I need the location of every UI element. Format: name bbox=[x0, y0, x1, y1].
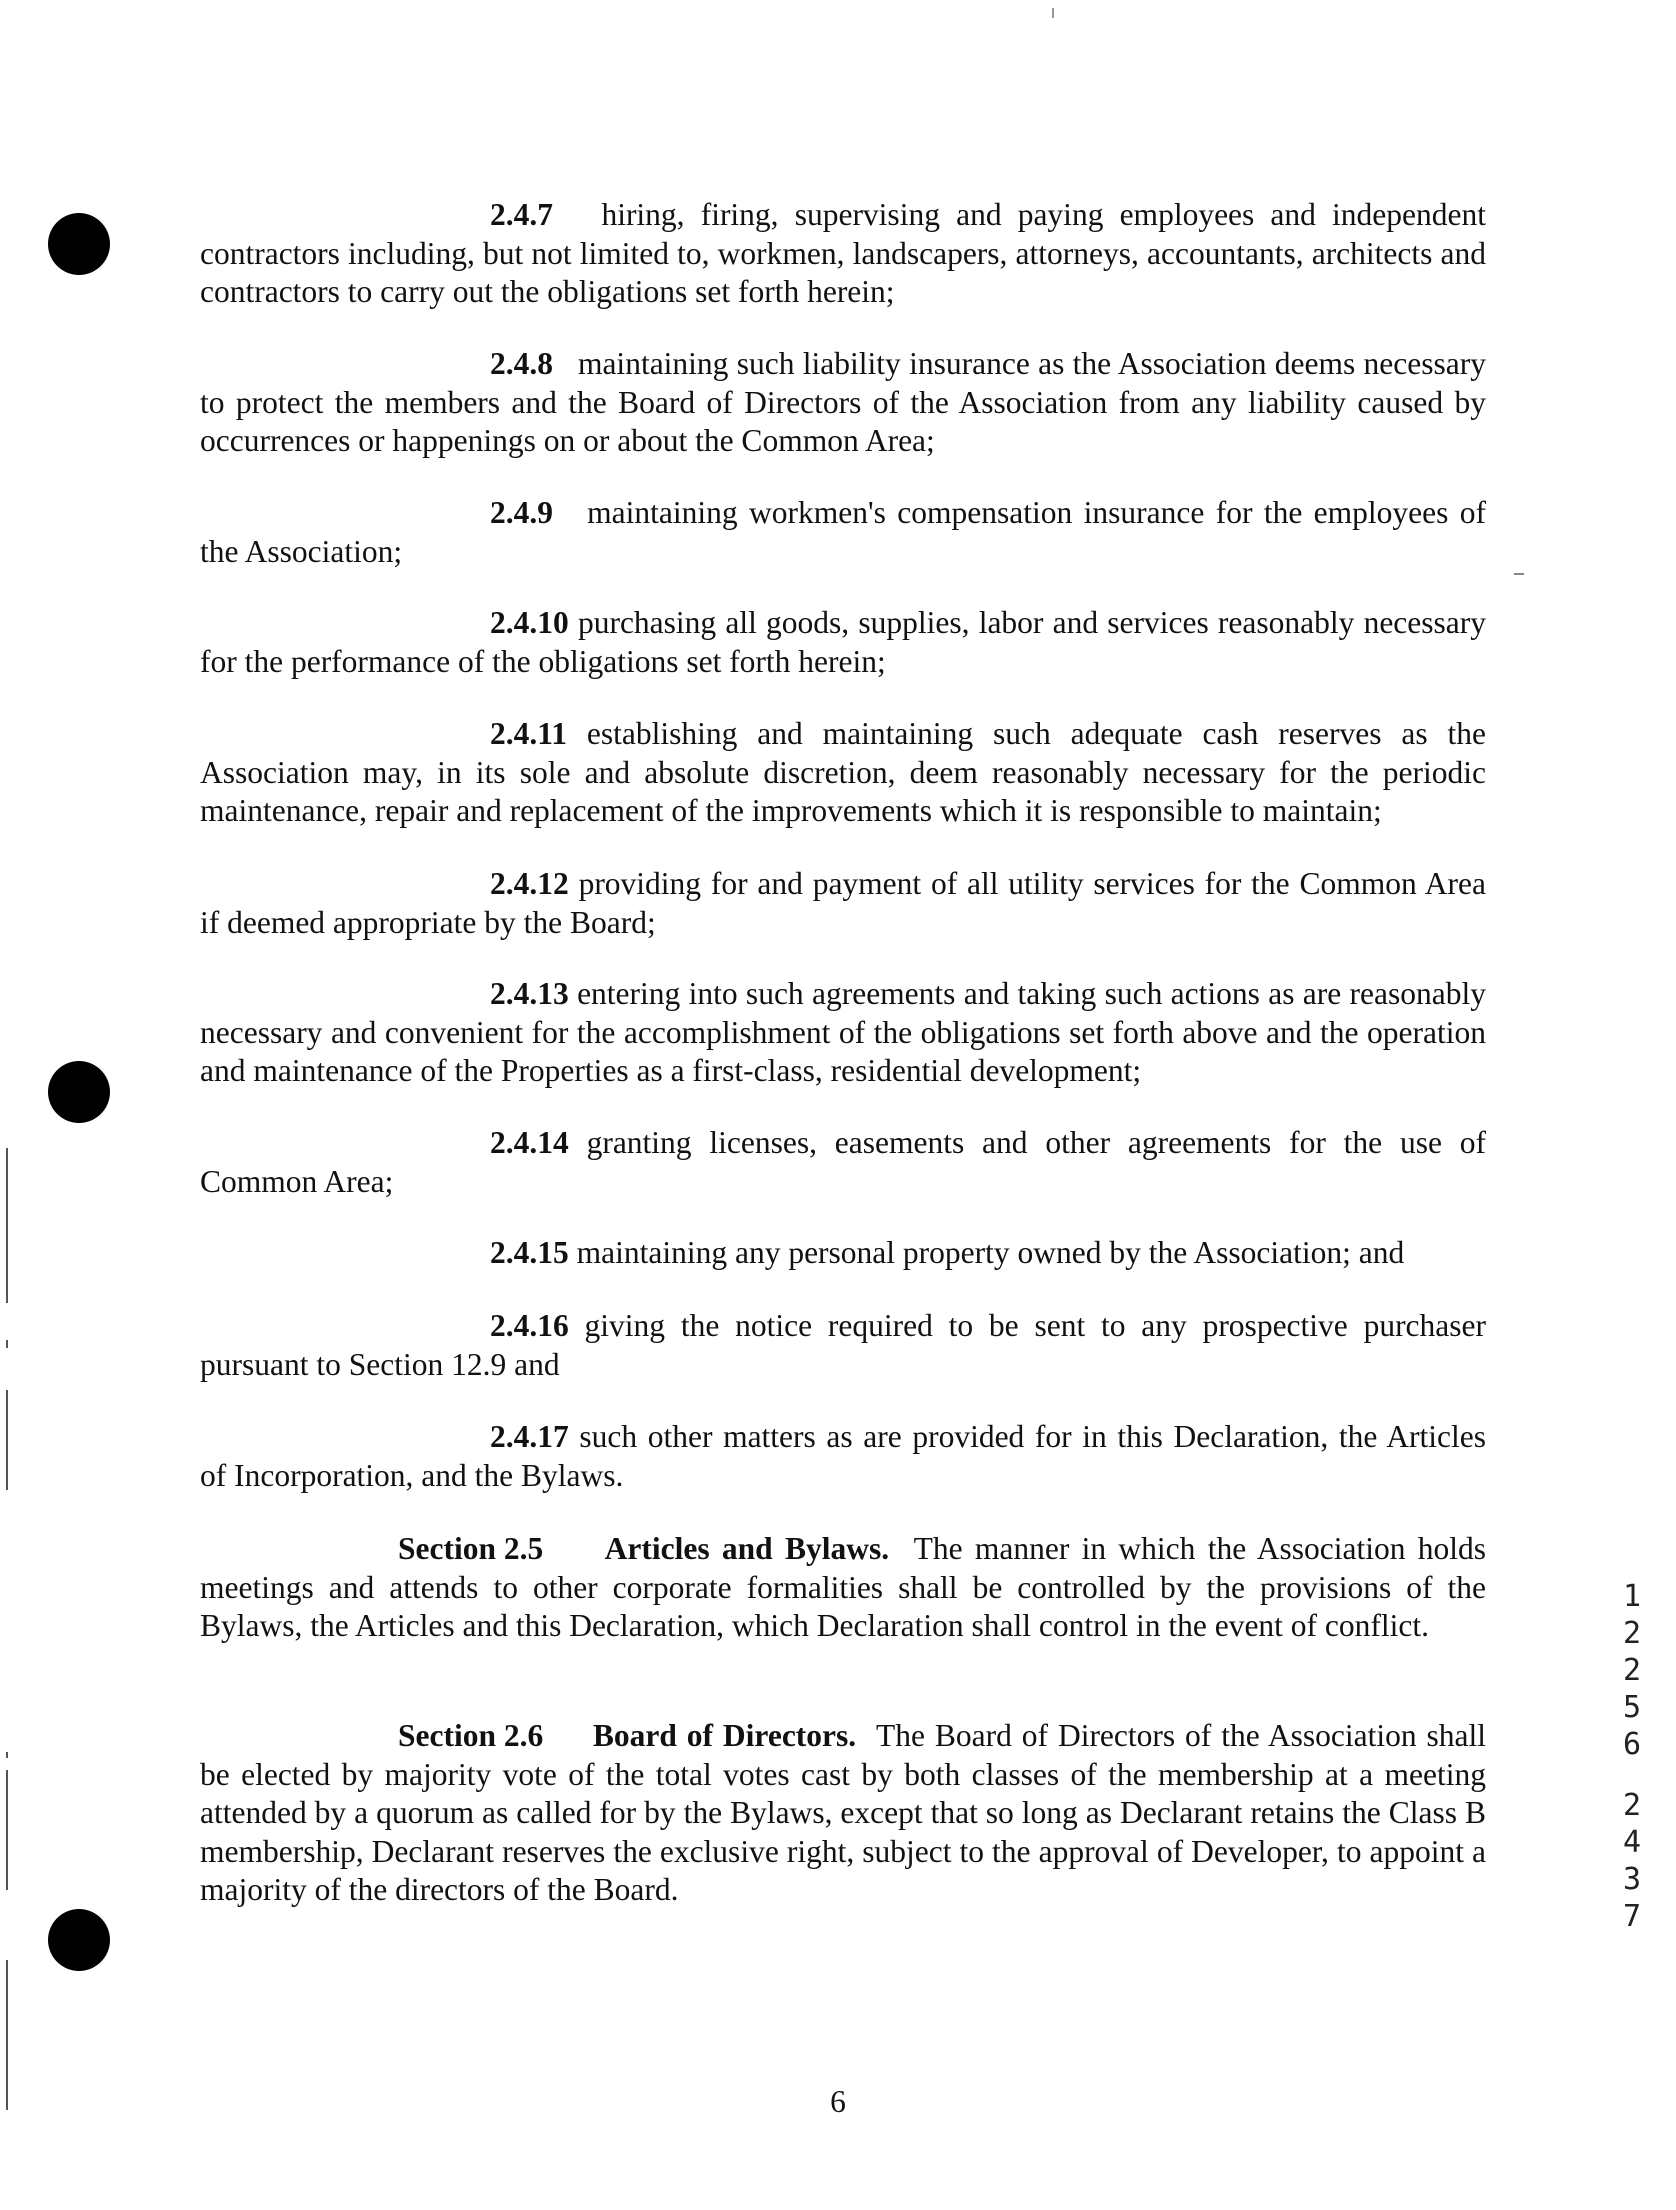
paragraph-text: providing for and payment of all utility services for the Common Area if deemed appropriate by the Board; bbox=[200, 866, 1487, 940]
section-text: The Board of Directors of the Association shall be elected by majority vote of the total votes cast by both classes of the membership at a meeting attended by a quorum as called for by the Bylaws, except that so long as Declarant retains the Class B membership, Declarant reserves the exclusive right, subject to the approval of Developer, to appoint a majority of the directors of the Board. bbox=[200, 1718, 1487, 1907]
paragraph-2-4-16 bbox=[200, 1307, 1486, 1384]
stamp-digit: 7 bbox=[1622, 1899, 1642, 1934]
section-title-period: . bbox=[881, 1531, 890, 1566]
scan-edge-line bbox=[6, 1770, 8, 1890]
paragraph-2-4-13 bbox=[200, 975, 1486, 1091]
paragraph-2-4-7 bbox=[200, 196, 1486, 312]
paragraph-number: 2.4.8 bbox=[490, 346, 553, 381]
paragraph-number: 2.4.7 bbox=[490, 197, 553, 232]
paragraph-text: entering into such agreements and taking such actions as are reasonably necessary and convenient for the accomplishment of the obligations set forth above and the operation and maintenance of the Properties as a first-class, residential development; bbox=[200, 976, 1486, 1088]
scan-edge-line bbox=[6, 1390, 8, 1490]
paragraph-text: maintaining workmen's compensation insurance for the employees of the Association; bbox=[200, 495, 1487, 569]
section-title-period: . bbox=[848, 1718, 857, 1753]
punch-hole-bottom bbox=[48, 1909, 110, 1971]
stamp-digit: 2 bbox=[1622, 1616, 1642, 1651]
paragraph-number: 2.4.14 bbox=[490, 1125, 569, 1160]
section-2-5 bbox=[200, 1530, 1486, 1646]
paragraph-number: 2.4.12 bbox=[490, 866, 569, 901]
paragraph-text: giving the notice required to be sent to any prospective purchaser pursuant to Section 12.9 and bbox=[200, 1308, 1486, 1382]
paragraph-number: 2.4.15 bbox=[490, 1235, 569, 1270]
paragraph-text: granting licenses, easements and other agreements for the use of Common Area; bbox=[200, 1125, 1486, 1199]
paragraph-number: 2.4.10 bbox=[490, 605, 569, 640]
paragraph-text: maintaining any personal property owned by the Association; and bbox=[576, 1235, 1405, 1270]
section-number: Section 2.6 bbox=[398, 1718, 544, 1753]
paragraph-number: 2.4.11 bbox=[490, 716, 568, 751]
paragraph-2-4-14 bbox=[200, 1124, 1486, 1201]
paragraph-2-4-10 bbox=[200, 604, 1486, 681]
scan-edge-line bbox=[6, 1148, 8, 1303]
paragraph-2-4-9 bbox=[200, 494, 1486, 571]
paragraph-2-4-8 bbox=[200, 345, 1486, 461]
paragraph-2-4-15 bbox=[200, 1234, 1486, 1273]
section-2-6 bbox=[200, 1717, 1486, 1910]
page-number: 6 bbox=[830, 2084, 846, 2119]
stamp-digit: 4 bbox=[1622, 1825, 1642, 1860]
punch-hole-top bbox=[48, 213, 110, 275]
paragraph-text: hiring, firing, supervising and paying employees and independent contractors including, but not limited to, workmen, landscapers, attorneys, accountants, architects and contractors to carry out the obligations set forth herein; bbox=[200, 197, 1486, 309]
paragraph-number: 2.4.13 bbox=[490, 976, 569, 1011]
stamp-gap bbox=[1612, 1763, 1652, 1787]
paragraph-text: maintaining such liability insurance as the Association deems necessary to protect the members and the Board of Directors of the Association from any liability caused by occurrences or happenings on or about the Common Area; bbox=[200, 346, 1486, 458]
paragraph-number: 2.4.9 bbox=[490, 495, 553, 530]
paragraph-2-4-11 bbox=[200, 715, 1486, 831]
paragraph-text: purchasing all goods, supplies, labor and services reasonably necessary for the performance of the obligations set forth herein; bbox=[200, 605, 1486, 679]
stamp-digit: 2 bbox=[1622, 1653, 1642, 1688]
section-title: Articles and Bylaws bbox=[604, 1531, 882, 1566]
section-title: Board of Directors bbox=[592, 1718, 849, 1753]
recording-stamp-number bbox=[1612, 1578, 1652, 1935]
stamp-digit: 1 bbox=[1622, 1579, 1642, 1614]
section-text: The manner in which the Association holds meetings and attends to other corporate formalities shall be controlled by the provisions of the Bylaws, the Articles and this Declaration, which Declaration shall control in the event of conflict. bbox=[200, 1531, 1486, 1643]
punch-hole-middle bbox=[48, 1061, 110, 1123]
section-number: Section 2.5 bbox=[398, 1531, 544, 1566]
paragraph-text: establishing and maintaining such adequate cash reserves as the Association may, in its sole and absolute discretion, deem reasonably necessary for the periodic maintenance, repair and replacement of the improvements which it is responsible to maintain; bbox=[200, 716, 1486, 828]
scan-edge-line bbox=[6, 1340, 8, 1348]
stray-mark bbox=[1514, 573, 1524, 575]
stamp-digit: 2 bbox=[1622, 1788, 1642, 1823]
paragraph-2-4-12 bbox=[200, 865, 1486, 942]
scan-edge-line bbox=[6, 1752, 8, 1758]
stamp-digit: 5 bbox=[1622, 1690, 1642, 1725]
stamp-digit: 6 bbox=[1622, 1727, 1642, 1762]
paragraph-number: 2.4.17 bbox=[490, 1419, 569, 1454]
paragraph-2-4-17 bbox=[200, 1418, 1486, 1495]
scan-tick-mark bbox=[1052, 8, 1054, 18]
stamp-digit: 3 bbox=[1622, 1862, 1642, 1897]
scan-edge-line bbox=[6, 1960, 8, 2110]
paragraph-text: such other matters as are provided for in this Declaration, the Articles of Incorporation, and the Bylaws. bbox=[200, 1419, 1487, 1493]
paragraph-number: 2.4.16 bbox=[490, 1308, 569, 1343]
